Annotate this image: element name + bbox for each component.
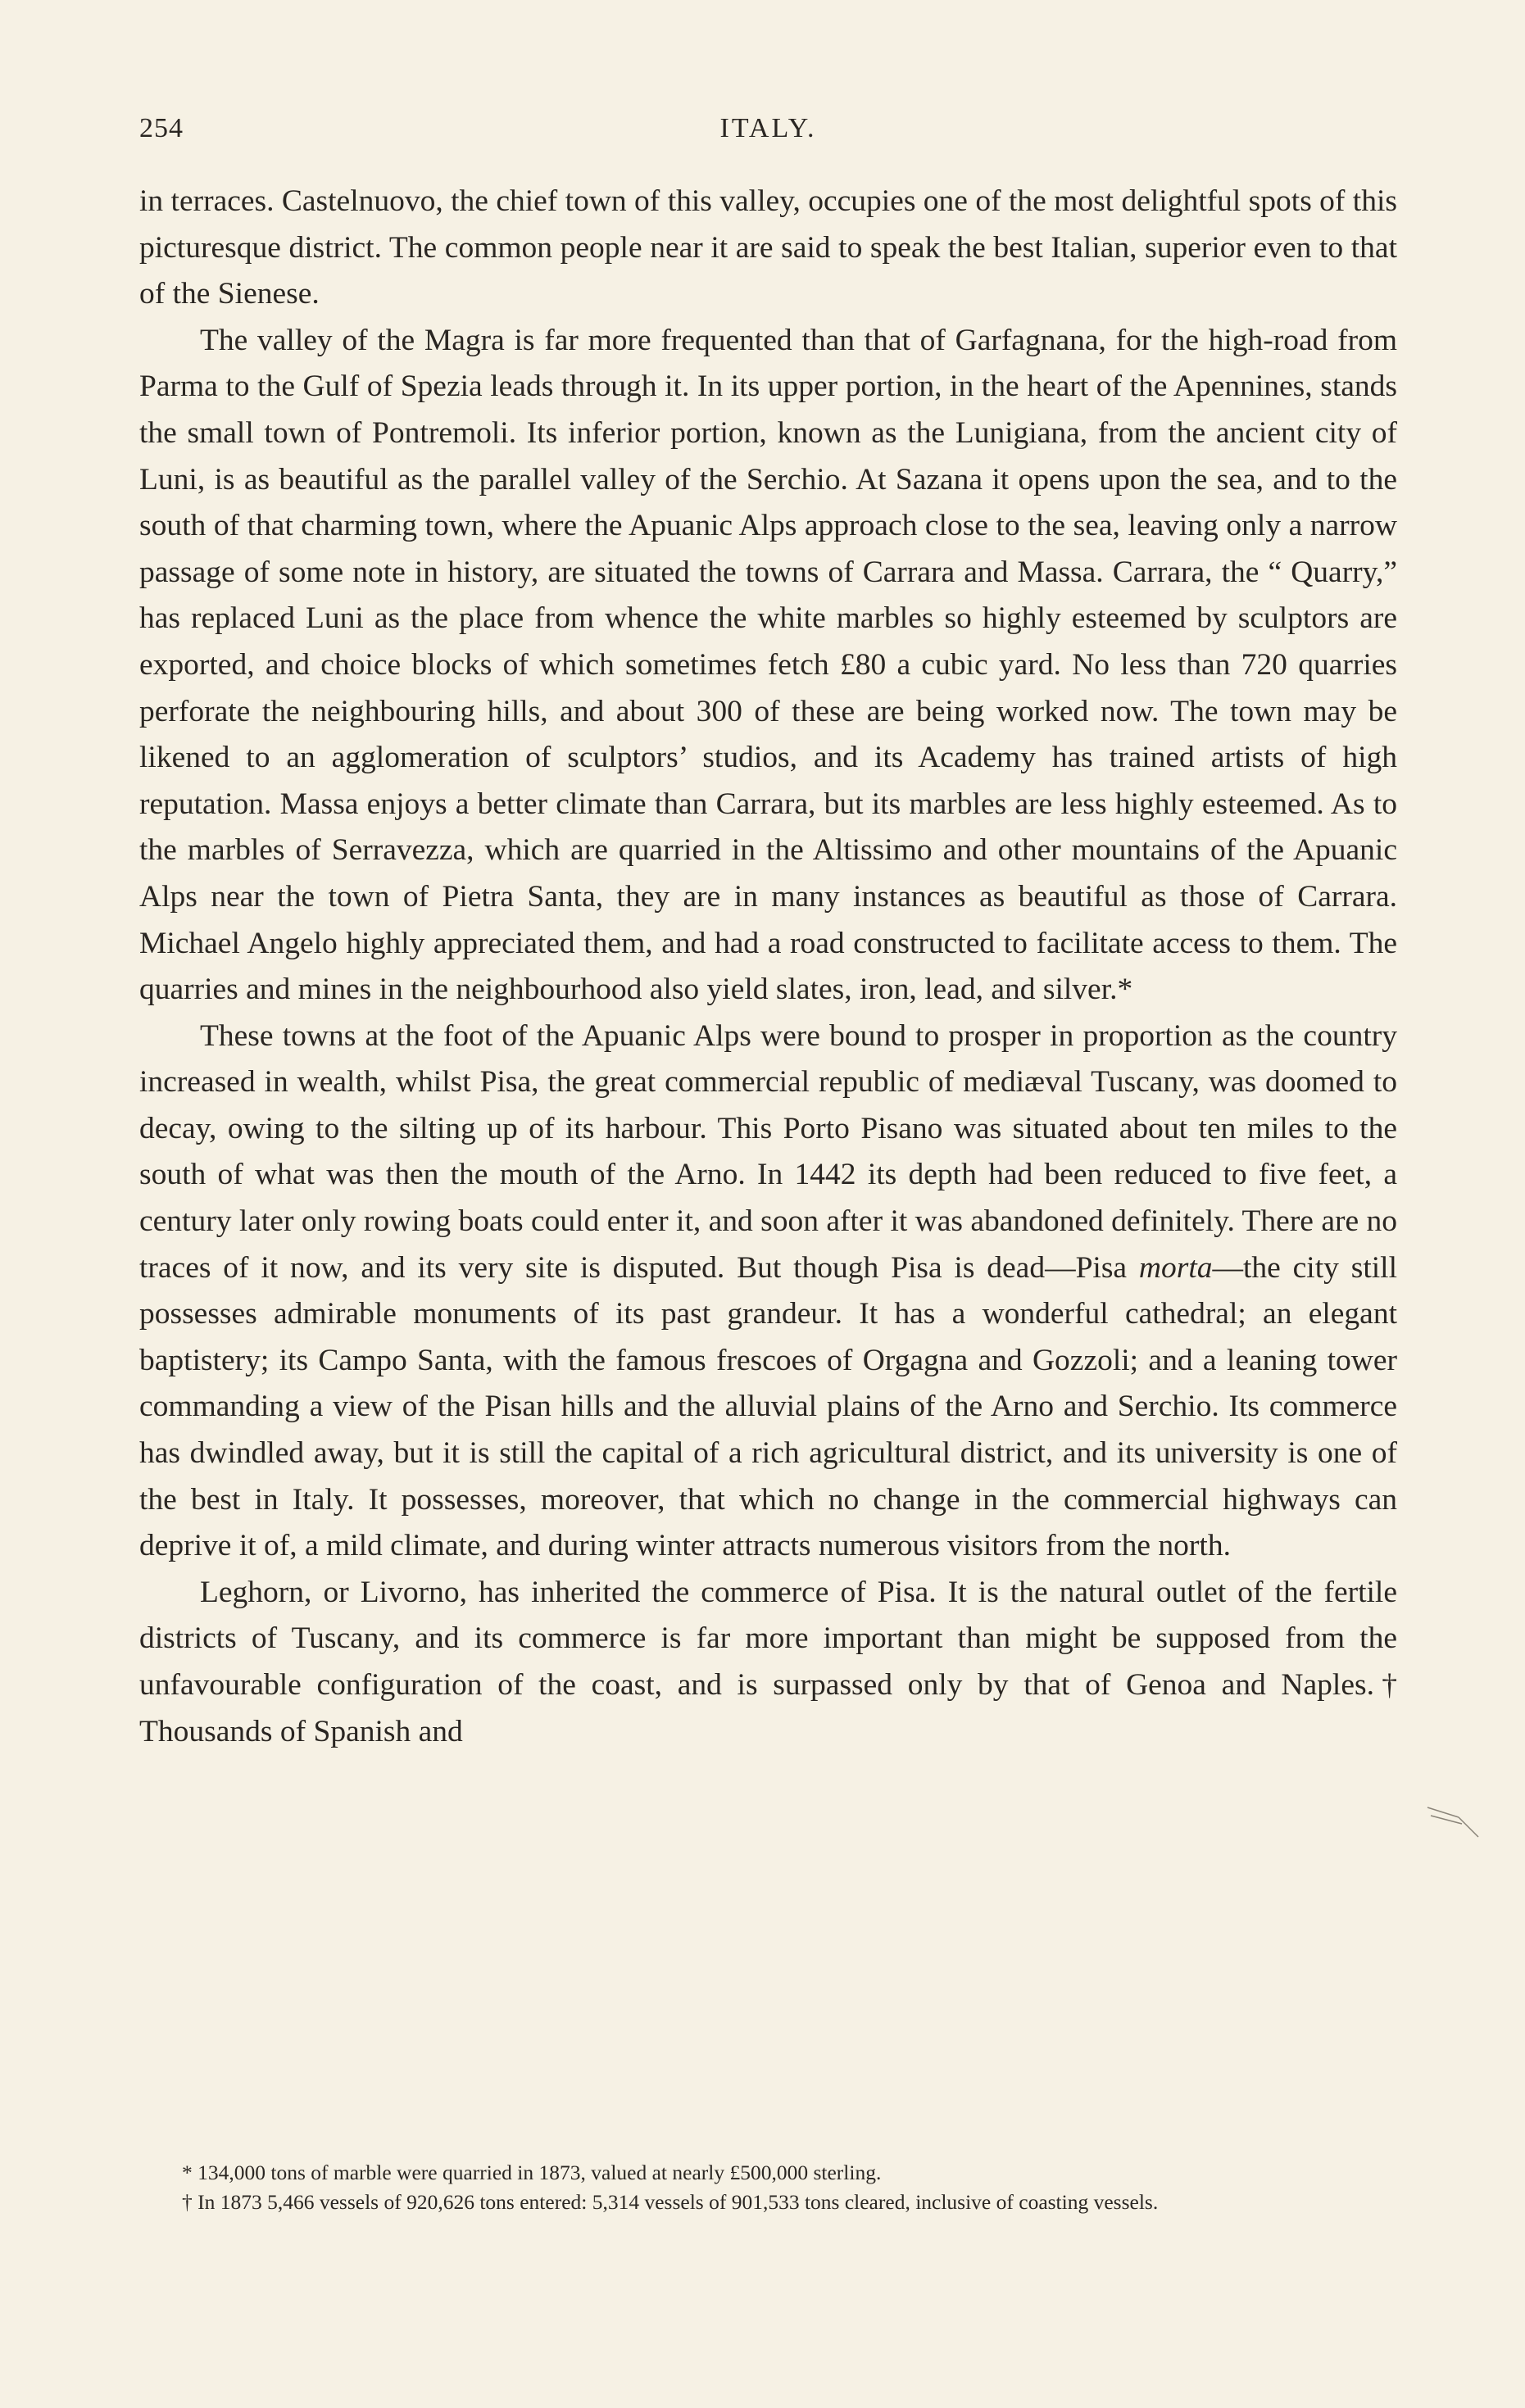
paragraph-text: Leghorn, or Livorno, has inherited the commerce of Pisa. It is the natural outlet of the fertile districts of Tuscany, and its commerce is far more important than might be supposed from the unfavourable configuration of the coast, and is surpassed only by that of Genoa and Naples.† Thousands of Spanish and — [139, 1575, 1405, 1748]
running-title: ITALY. — [719, 113, 817, 143]
paragraph-pisa — [139, 1014, 1405, 1570]
italic-word: morta — [1138, 1250, 1213, 1285]
paragraph-text-before-italic: These towns at the foot of the Apuanic Alps were bound to prosper in proportion as the country increased in wealth, whilst Pisa, the great commercial republic of mediæval Tuscany, was doomed to decay, owing to the silting up of its harbour. This Porto Pisano was situated about ten miles to the south of what was then the mouth of the Arno. In 1442 its depth had been reduced to five feet, a century later only rowing boats could enter it, and soon after it was abandoned definitely. There are no traces of it now, and its very site is disputed. But though Pisa is dead—Pisa — [139, 1018, 1405, 1285]
footnotes — [139, 2158, 1397, 2217]
page-number: 254 — [139, 113, 184, 143]
footnote-vessels: † In 1873 5,466 vessels of 920,626 tons entered: 5,314 vessels of 901,533 tons cleared, inclusive of coasting vessels. — [182, 2190, 1159, 2214]
body-text — [139, 179, 1405, 1755]
pencil-mark-icon — [1426, 1799, 1483, 1840]
paragraph-castelnuovo — [139, 179, 1405, 318]
running-head — [139, 113, 1397, 154]
footnote-marble: * 134,000 tons of marble were quarried in 1873, valued at nearly £500,000 sterling. — [182, 2161, 882, 2184]
paragraph-text-after-italic: —the city still possesses admirable monuments of its past grandeur. It has a wonderful cathedral; an elegant baptistery; its Campo Santa, with the famous frescoes of Orgagna and Gozzoli; and a leaning tower commanding a view of the Pisan hills and the alluvial plains of the Arno and Serchio. Its commerce has dwindled away, but it is still the capital of a rich agricultural district, and its university is one of the best in Italy. It possesses, moreover, that which no change in the commercial highways can deprive it of, a mild climate, and during winter attracts numerous visitors from the north. — [139, 1250, 1405, 1563]
paragraph-magra-valley — [139, 318, 1405, 1014]
paragraph-leghorn — [139, 1570, 1405, 1755]
paragraph-text: The valley of the Magra is far more frequented than that of Garfagnana, for the high-road from Parma to the Gulf of Spezia leads through it. In its upper portion, in the heart of the Apennines, stands the small town of Pontremoli. Its inferior portion, known as the Lunigiana, from the ancient city of Luni, is as beautiful as the parallel valley of the Serchio. At Sazana it opens upon the sea, and to the south of that charming town, where the Apuanic Alps approach close to the sea, leaving only a narrow passage of some note in history, are situated the towns of Carrara and Massa. Carrara, the “ Quarry,” has replaced Luni as the place from whence the white marbles so highly esteemed by sculptors are exported, and choice blocks of which sometimes fetch £80 a cubic yard. No less than 720 quarries perforate the neighbouring hills, and about 300 of these are being worked now. The town may be likened to an agglomeration of sculptors’ studios, and its Academy has trained artists of high reputation. Massa enjoys a better climate than Carrara, but its marbles are less highly esteemed. As to the marbles of Serravezza, which are quarried in the Altissimo and other mountains of the Apuanic Alps near the town of Pietra Santa, they are in many instances as beautiful as those of Carrara. Michael Angelo highly appreciated them, and had a road constructed to facilitate access to them. The quarries and mines in the neighbourhood also yield slates, iron, lead, and silver.* — [139, 323, 1405, 1007]
paragraph-text: in terraces. Castelnuovo, the chief town of this valley, occupies one of the most delightful spots of this picturesque district. The common people near it are said to speak the best Italian, superior even to that of the Sienese. — [139, 184, 1405, 311]
